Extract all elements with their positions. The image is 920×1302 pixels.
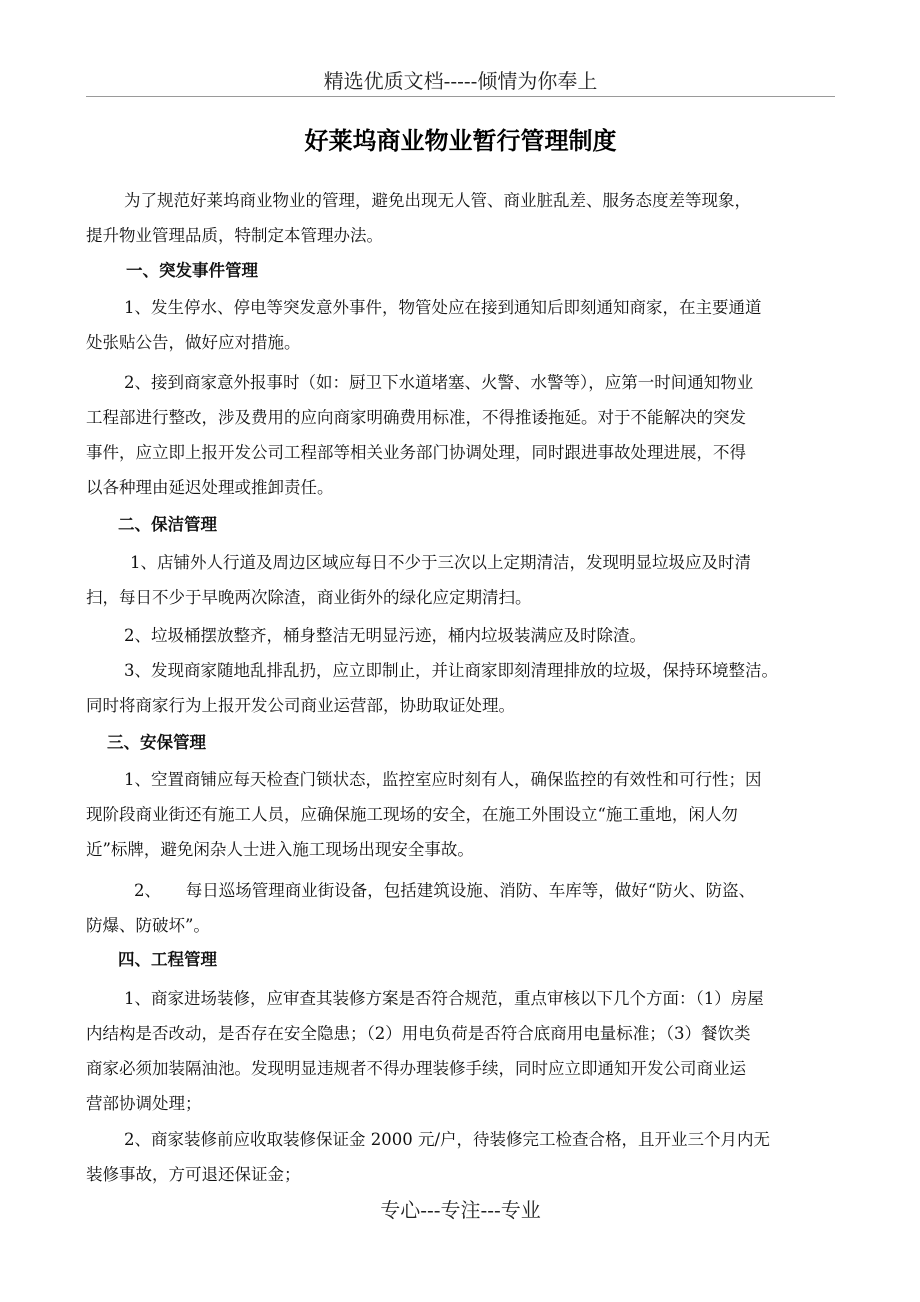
paragraph-line: 1、空置商铺应每天检查门锁状态，监控室应时刻有人，确保监控的有效性和可行性；因 bbox=[124, 770, 762, 789]
intro-paragraph bbox=[86, 183, 835, 253]
security-paragraph-2 bbox=[86, 873, 835, 943]
paragraph-line: 事件，应立即上报开发公司工程部等相关业务部门协调处理，同时跟进事故处理进展，不得 bbox=[86, 443, 746, 462]
section-heading-cleaning: 二、保洁管理 bbox=[118, 515, 217, 534]
paragraph-line: 1、发生停水、停电等突发意外事件，物管处应在接到通知后即刻通知商家，在主要通道 bbox=[124, 298, 762, 317]
paragraph-line: 以各种理由延迟处理或推卸责任。 bbox=[86, 478, 334, 497]
paragraph-line: 处张贴公告，做好应对措施。 bbox=[86, 333, 301, 352]
paragraph-line: 扫，每日不少于早晚两次除渣，商业街外的绿化应定期清扫。 bbox=[86, 588, 532, 607]
section-heading-emergency: 一、突发事件管理 bbox=[126, 261, 258, 280]
engineering-paragraph-2 bbox=[86, 1122, 835, 1192]
security-paragraph-1 bbox=[86, 762, 835, 867]
paragraph-line: 内结构是否改动，是否存在安全隐患；（2）用电负荷是否符合底商用电量标准；（3）餐饮类 bbox=[86, 1024, 751, 1043]
paragraph-line: 3、发现商家随地乱排乱扔，应立即制止，并让商家即刻清理排放的垃圾，保持环境整洁。 bbox=[124, 661, 778, 680]
document-title: 好莱坞商业物业暂行管理制度 bbox=[304, 127, 617, 155]
paragraph-line: 商家必须加装隔油池。发现明显违规者不得办理装修手续，同时应立即通知开发公司商业运 bbox=[86, 1059, 746, 1078]
paragraph-line: 2、接到商家意外报事时（如：厨卫下水道堵塞、火警、水警等），应第一时间通知物业 bbox=[124, 373, 754, 392]
paragraph-line: 防爆、防破坏”。 bbox=[86, 916, 210, 935]
intro-line: 提升物业管理品质，特制定本管理办法。 bbox=[86, 226, 383, 245]
intro-line: 为了规范好莱坞商业物业的管理，避免出现无人管、商业脏乱差、服务态度差等现象， bbox=[124, 191, 751, 210]
paragraph-line: 1、店铺外人行道及周边区域应每日不少于三次以上定期清洁，发现明显垃圾应及时清 bbox=[130, 553, 751, 572]
page-footer: 专心---专注---专业 bbox=[380, 1198, 541, 1222]
page-header: 精选优质文档-----倾情为你奉上 bbox=[323, 69, 598, 93]
cleaning-paragraph-3 bbox=[86, 653, 835, 723]
paragraph-line: 2、 每日巡场管理商业街设备，包括建筑设施、消防、车库等，做好“防火、防盗、 bbox=[134, 881, 756, 900]
paragraph-line: 同时将商家行为上报开发公司商业运营部，协助取证处理。 bbox=[86, 696, 515, 715]
engineering-paragraph-1 bbox=[86, 981, 835, 1121]
paragraph-line: 1、商家进场装修，应审查其装修方案是否符合规范，重点审核以下几个方面：（1）房屋 bbox=[124, 989, 764, 1008]
cleaning-paragraph-1 bbox=[86, 545, 835, 615]
section-heading-engineering: 四、工程管理 bbox=[118, 950, 217, 969]
paragraph-line: 2、垃圾桶摆放整齐，桶身整洁无明显污迹，桶内垃圾装满应及时除渣。 bbox=[124, 626, 646, 645]
section-heading-security: 三、安保管理 bbox=[107, 733, 206, 752]
header-divider bbox=[86, 96, 835, 97]
paragraph-line: 营部协调处理； bbox=[86, 1094, 202, 1113]
paragraph-line: 近”标牌，避免闲杂人士进入施工现场出现安全事故。 bbox=[86, 840, 474, 859]
paragraph-line: 装修事故，方可退还保证金； bbox=[86, 1165, 301, 1184]
paragraph-line: 工程部进行整改，涉及费用的应向商家明确费用标准，不得推诿拖延。对于不能解决的突发 bbox=[86, 408, 746, 427]
emergency-paragraph-1 bbox=[86, 290, 835, 360]
cleaning-paragraph-2 bbox=[86, 618, 835, 653]
paragraph-line: 2、商家装修前应收取装修保证金 2000 元/户，待装修完工检查合格，且开业三个月内无 bbox=[124, 1130, 771, 1149]
emergency-paragraph-2 bbox=[86, 365, 835, 505]
paragraph-line: 现阶段商业街还有施工人员，应确保施工现场的安全，在施工外围设立“施工重地，闲人勿 bbox=[86, 805, 738, 824]
